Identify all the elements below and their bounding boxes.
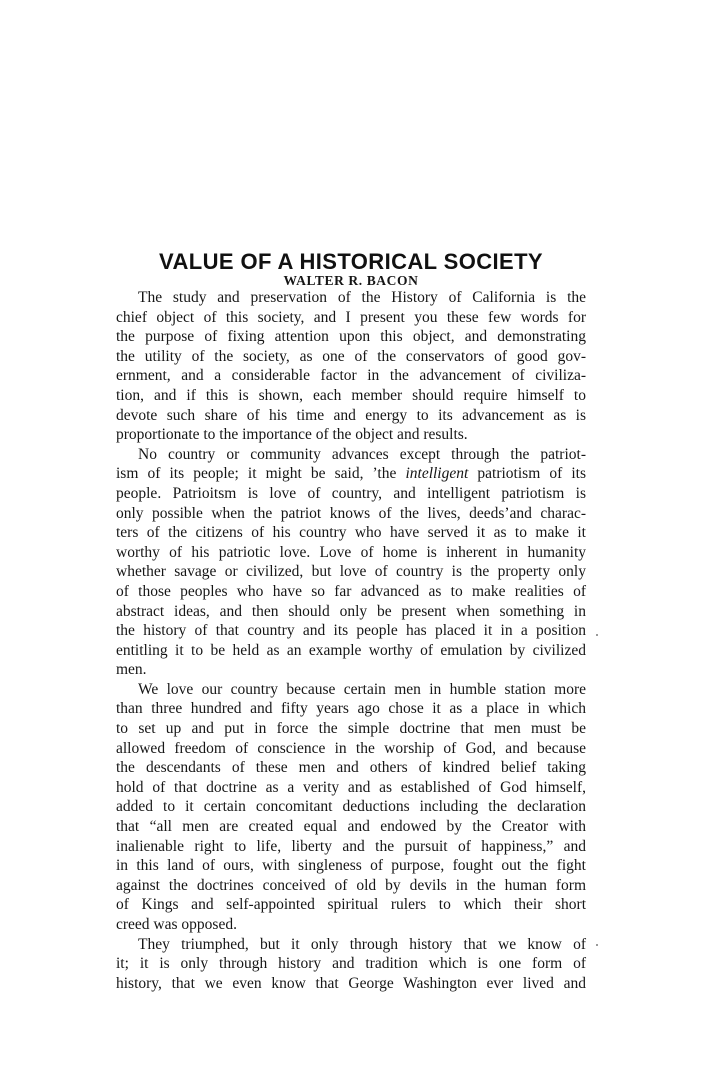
paragraph-4 bbox=[116, 935, 586, 994]
text-line: that “all men are created equal and endowed by the Creator with bbox=[116, 818, 586, 836]
paragraph-1 bbox=[116, 288, 586, 445]
text-line: to set up and put in force the simple doctrine that men must be bbox=[116, 720, 586, 738]
text-line: whether savage or civilized, but love of country is the property only bbox=[116, 563, 586, 581]
text-line: the utility of the society, as one of the conservators of good gov- bbox=[116, 347, 586, 365]
text-line: hold of that doctrine as a verity and as established of God himself, bbox=[116, 778, 586, 796]
text-line bbox=[116, 464, 586, 484]
text-line: creed was opposed. bbox=[116, 916, 237, 933]
scan-speck bbox=[596, 944, 598, 946]
text-line: only possible when the patriot knows of the lives, deeds’and charac- bbox=[116, 504, 586, 522]
text-line: the history of that country and its people has placed it in a position bbox=[116, 622, 586, 640]
text-line: history, that we even know that George Washington ever lived and bbox=[116, 974, 586, 992]
text-line: worthy of his patriotic love. Love of home is inherent in humanity bbox=[116, 543, 586, 561]
text-line: of those peoples who have so far advanced as to make realities of bbox=[116, 582, 586, 600]
text-line: We love our country because certain men in humble station more bbox=[138, 680, 586, 698]
text-line: entitling it to be held as an example worthy of emulation by civilized bbox=[116, 641, 586, 659]
paragraph-2 bbox=[116, 445, 586, 680]
text-line: chief object of this society, and I present you these few words for bbox=[116, 308, 586, 326]
scan-speck bbox=[596, 634, 598, 636]
text-line: added to it certain concomitant deductions including the declaration bbox=[116, 798, 586, 816]
text-line: allowed freedom of conscience in the worship of God, and because bbox=[116, 739, 586, 757]
text-line: the purpose of fixing attention upon this object, and demonstrating bbox=[116, 328, 586, 346]
text-line: abstract ideas, and then should only be present when something in bbox=[116, 602, 586, 620]
article-body bbox=[116, 288, 586, 993]
paragraph-3 bbox=[116, 680, 586, 935]
text-line: in this land of ours, with singleness of purpose, fought out the fight bbox=[116, 857, 586, 875]
text-line: against the doctrines conceived of old by devils in the human form bbox=[116, 876, 586, 894]
text-line: No country or community advances except through the patriot- bbox=[138, 445, 586, 463]
text-line: the descendants of these men and others of kindred belief taking bbox=[116, 759, 586, 777]
text-line: than three hundred and fifty years ago chose it as a place in which bbox=[116, 700, 586, 718]
text-line: inalienable right to life, liberty and the pursuit of happiness,” and bbox=[116, 837, 586, 855]
emphasized-word: intelligent bbox=[405, 465, 469, 483]
text-line: of Kings and self-appointed spiritual rulers to which their short bbox=[116, 896, 586, 914]
text-line: men. bbox=[116, 661, 147, 679]
text-line: tion, and if this is shown, each member should require himself to bbox=[116, 386, 586, 404]
text-line: it; it is only through history and tradition which is one form of bbox=[116, 955, 586, 973]
text-line: ters of the citizens of his country who have served it as to make it bbox=[116, 524, 586, 542]
text-line: devote such share of his time and energy to its advancement as is bbox=[116, 406, 586, 424]
text-line: ernment, and a considerable factor in the advancement of civiliza- bbox=[116, 367, 586, 385]
text-line: proportionate to the importance of the object and results. bbox=[116, 426, 468, 444]
text-fragment: ism of its people; it might be said, ’the bbox=[116, 465, 406, 483]
text-line: They triumphed, but it only through history that we know of bbox=[138, 935, 586, 953]
text-line: The study and preservation of the History of California is the bbox=[138, 289, 586, 306]
text-fragment: patriotism of its bbox=[468, 465, 586, 483]
text-line: people. Patrioitsm is love of country, and intelligent patriotism is bbox=[116, 484, 586, 502]
author-byline: WALTER R. BACON bbox=[283, 273, 419, 288]
article-title: VALUE OF A HISTORICAL SOCIETY bbox=[159, 249, 543, 274]
